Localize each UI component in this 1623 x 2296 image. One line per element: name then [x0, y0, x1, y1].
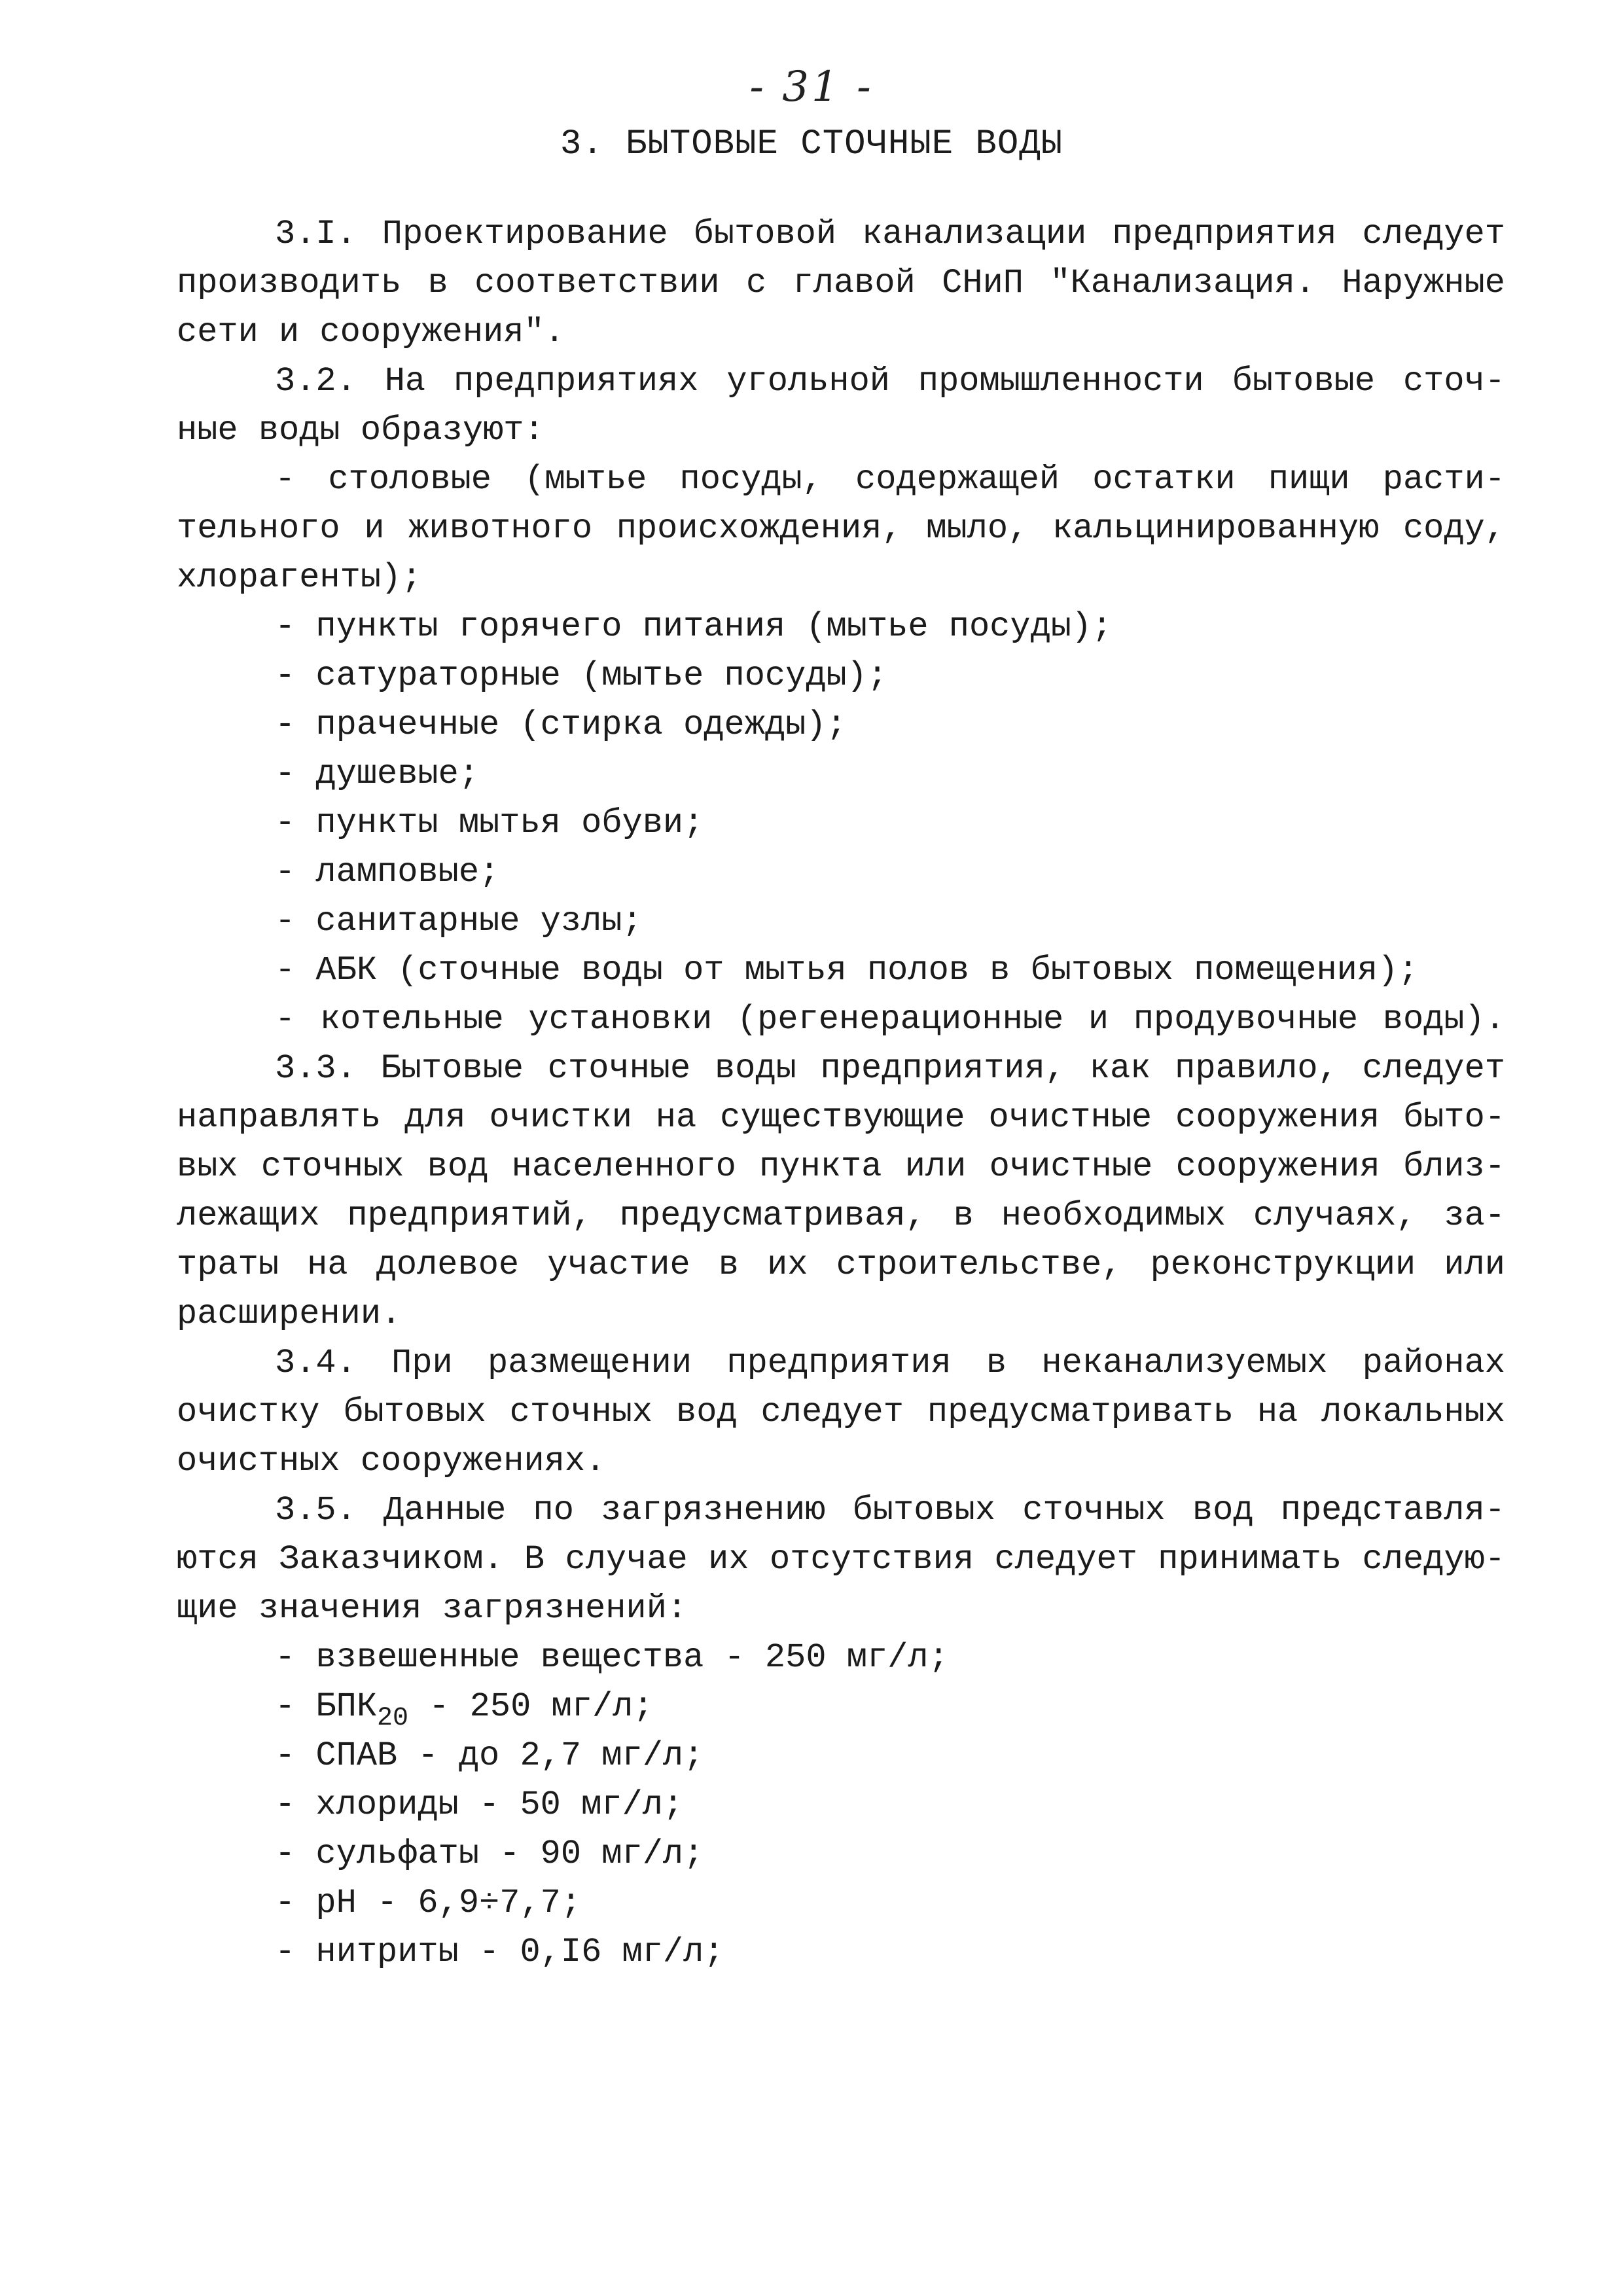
list-item: - нитриты - 0,I6 мг/л; — [275, 1933, 724, 1971]
text-line: сети и сооружения". — [177, 313, 565, 351]
text-line: 3.I. Проектирование бытовой канализации предприятия следует — [275, 215, 1505, 253]
text-line: лежащих предприятий, предусматривая, в необходимых случаях, за- — [177, 1196, 1505, 1235]
text-line: расширении. — [177, 1295, 402, 1333]
text-line: очистку бытовых сточных вод следует предусматривать на локальных — [177, 1393, 1505, 1431]
text-line: очистных сооружениях. — [177, 1442, 606, 1480]
bod-label: - БПК — [275, 1687, 378, 1726]
list-item: - взвешенные вещества - 250 мг/л; — [275, 1638, 949, 1677]
list-item — [177, 1682, 1505, 1731]
bod-value: - 250 мг/л; — [408, 1687, 654, 1726]
text-line: вых сточных вод населенного пункта или очистные сооружения близ- — [177, 1147, 1505, 1186]
list-item: - хлориды - 50 мг/л; — [275, 1785, 684, 1824]
text-line: 3.3. Бытовые сточные воды предприятия, как правило, следует — [275, 1049, 1505, 1088]
bod-subscript: 20 — [377, 1704, 409, 1733]
text-line: 3.4. При размещении предприятия в неканализуемых районах — [275, 1344, 1505, 1382]
list-item: - АБК (сточные воды от мытья полов в бытовых помещения); — [275, 951, 1419, 990]
list-item: - СПАВ - до 2,7 мг/л; — [275, 1736, 704, 1775]
list-item: - душевые; — [275, 755, 480, 793]
text-line: траты на долевое участие в их строительстве, реконструкции или — [177, 1246, 1505, 1284]
text-line: хлорагенты); — [177, 558, 422, 597]
list-item: - рН - 6,9÷7,7; — [275, 1884, 582, 1922]
text-line: щие значения загрязнений: — [177, 1589, 688, 1628]
text-line: тельного и животного происхождения, мыло, кальцинированную соду, — [177, 509, 1505, 548]
text-line: ные воды образуют: — [177, 411, 544, 450]
list-item: - ламповые; — [275, 853, 500, 891]
text-line: 3.5. Данные по загрязнению бытовых сточных вод представля- — [275, 1491, 1505, 1530]
list-item: - котельные установки (регенерационные и продувочные воды). — [275, 1000, 1505, 1039]
list-item: - сульфаты - 90 мг/л; — [275, 1835, 704, 1873]
list-item: - сатураторные (мытье посуды); — [275, 656, 888, 695]
text-line: ются Заказчиком. В случае их отсутствия следует принимать следую- — [177, 1540, 1505, 1579]
text-line: производить в соответствии с главой СНиП "Канализация. Наружные — [177, 264, 1505, 302]
text-line: 3.2. На предприятиях угольной промышленности бытовые сточ- — [275, 362, 1505, 401]
list-item: - прачечные (стирка одежды); — [275, 706, 847, 744]
list-item: - столовые (мытье посуды, содержащей остатки пищи расти- — [275, 460, 1505, 499]
list-item: - пункты горячего питания (мытье посуды); — [275, 607, 1113, 646]
section-heading: 3. БЫТОВЫЕ СТОЧНЫЕ ВОДЫ — [560, 124, 1063, 164]
body-text — [177, 209, 1505, 1977]
list-item: - санитарные узлы; — [275, 902, 643, 941]
list-item: - пункты мытья обуви; — [275, 804, 704, 842]
page-number: - 31 - — [749, 63, 874, 111]
text-line: направлять для очистки на существующие очистные сооружения быто- — [177, 1098, 1505, 1137]
